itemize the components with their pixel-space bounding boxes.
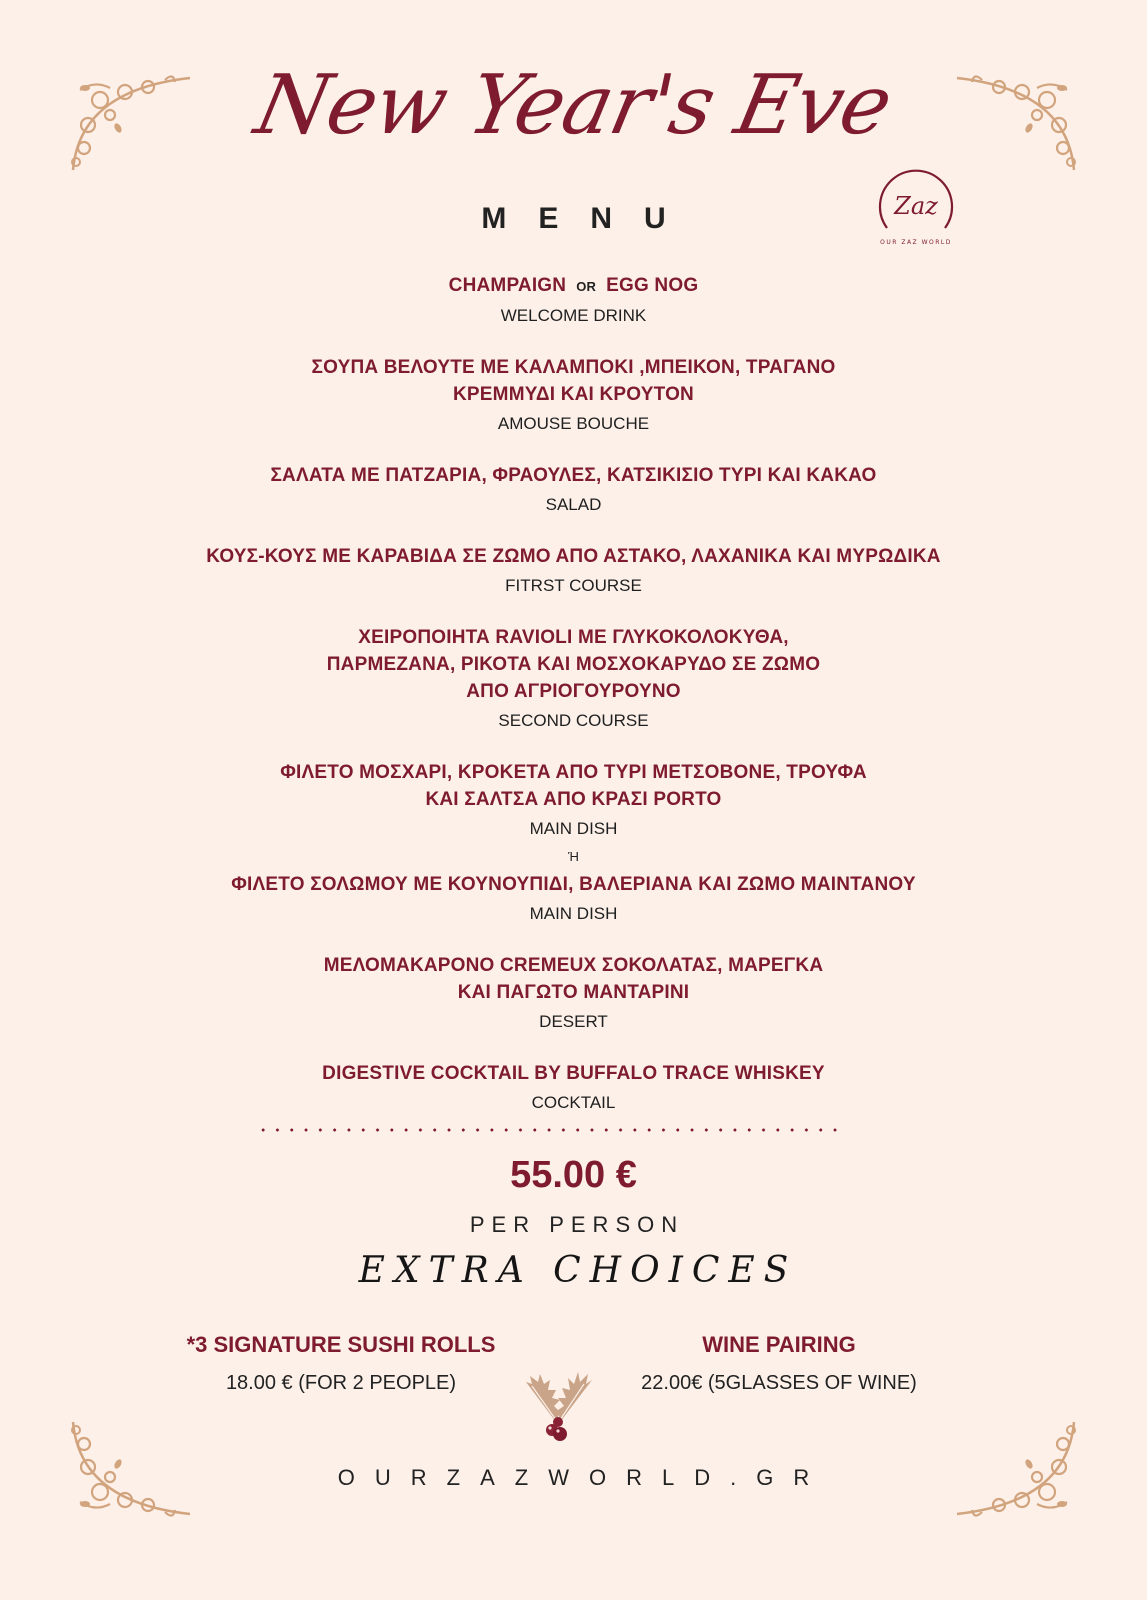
- dish-name-line: ΠΑΡΜΕΖΑΝΑ, ΡΙΚΟΤΑ ΚΑΙ ΜΟΣΧΟΚΑΡΥΔΟ ΣΕ ΖΩΜΟ: [326, 654, 821, 675]
- dish-name-line: ΚΟΥΣ-ΚΟΥΣ ΜΕ ΚΑΡΑΒΙΔΑ ΣΕ ΖΩΜΟ ΑΠΟ ΑΣΤΑΚΟ, ΛΑΧΑΝΙΚΑ ΚΑΙ ΜΥΡΩΔΙΚΑ: [206, 546, 941, 567]
- course-label: SECOND COURSE: [498, 711, 649, 730]
- per-person-label: PER PERSON: [469, 1212, 685, 1237]
- dish-name-line: ΣΑΛΑΤΑ ΜΕ ΠΑΤΖΑΡΙΑ, ΦΡΑΟΥΛΕΣ, ΚΑΤΣΙΚΙΣΙΟ ΤΥΡΙ ΚΑΙ ΚΑΚΑΟ: [270, 465, 877, 486]
- logo-monogram: Zaz: [894, 192, 938, 220]
- course-label: AMOUSE BOUCHE: [497, 414, 650, 433]
- course-main: [100, 759, 1047, 928]
- extra-price: 22.00€ (5GLASSES OF WINE): [641, 1372, 917, 1394]
- extra-name: WINE PAIRING: [702, 1332, 856, 1357]
- course-amouse-bouche: [100, 354, 1047, 438]
- logo-ring-text: OUR ZAZ WORLD: [880, 239, 952, 246]
- course-label: MAIN DISH: [529, 819, 618, 838]
- dish-or-separator: OR: [576, 279, 597, 294]
- main-dish-or-separator: Ή: [568, 849, 579, 864]
- course-desert: [100, 952, 1047, 1036]
- dish-name-line: ΚΑΙ ΣΑΛΤΣΑ ΑΠΟ ΚΡΑΣΙ PORTO: [425, 789, 722, 810]
- holly-berries-icon: [508, 1364, 608, 1444]
- extra-wine-pairing: [620, 1330, 938, 1398]
- course-label: MAIN DISH: [529, 904, 618, 923]
- course-first: [100, 543, 1047, 600]
- dish-name-line: ΦΙΛΕΤΟ ΜΟΣΧΑΡΙ, ΚΡΟΚΕΤΑ ΑΠΟ ΤΥΡΙ ΜΕΤΣΟΒΟΝΕ, ΤΡΟΥΦΑ: [280, 762, 867, 783]
- dish-name-line: ΣΟΥΠΑ ΒΕΛΟΥΤΕ ΜΕ ΚΑΛΑΜΠΟΚΙ ,ΜΠΕΙΚΟΝ, ΤΡΑΓΑΝΟ: [311, 357, 836, 378]
- course-salad: [100, 462, 1047, 519]
- dish-name-line: DIGESTIVE COCKTAIL BY BUFFALO TRACE WHISKEY: [322, 1063, 825, 1084]
- page-title: New Year's Eve: [247, 58, 900, 153]
- course-second: [100, 624, 1047, 735]
- alt-dish-name-line: ΦΙΛΕΤΟ ΣΟΛΩΜΟΥ ΜΕ ΚΟΥΝΟΥΠΙΔΙ, ΒΑΛΕΡΙΑΝΑ ΚΑΙ ΖΩΜΟ ΜΑΙΝΤΑΝΟΥ: [231, 874, 916, 895]
- course-list: [100, 272, 1047, 1141]
- course-label: FITRST COURSE: [505, 576, 642, 595]
- extra-choices-heading: EXTRA CHOICES: [358, 1250, 798, 1291]
- extra-sushi-rolls: [160, 1330, 522, 1398]
- dish-name-line: ΚΑΙ ΠΑΓΩΤΟ ΜΑΝΤΑΡΙΝΙ: [457, 982, 690, 1003]
- zaz-logo-icon: [873, 164, 959, 250]
- extra-price: 18.00 € (FOR 2 PEOPLE): [225, 1372, 457, 1394]
- course-label: WELCOME DRINK: [500, 306, 647, 325]
- dish-option-champaign: CHAMPAIGN: [448, 275, 567, 296]
- course-welcome-drink: [100, 272, 1047, 330]
- menu-heading: MENU: [481, 202, 698, 235]
- website-link[interactable]: OURZAZWORLD.GR: [337, 1465, 830, 1490]
- dish-name-line: ΑΠΟ ΑΓΡΙΟΓΟΥΡΟΥΝΟ: [466, 681, 681, 702]
- extra-name: *3 SIGNATURE SUSHI ROLLS: [186, 1332, 496, 1357]
- dish-name: [100, 272, 1047, 300]
- course-label: DESERT: [539, 1012, 608, 1031]
- course-label: SALAD: [545, 495, 602, 514]
- dish-name-line: ΚΡΕΜΜΥΔΙ ΚΑΙ ΚΡΟΥΤΟΝ: [453, 384, 694, 405]
- dish-name-line: ΜΕΛΟΜΑΚΑΡΟΝΟ CREMEUX ΣΟΚΟΛΑΤΑΣ, ΜΑΡΕΓΚΑ: [323, 955, 824, 976]
- dotted-divider: [256, 1128, 842, 1132]
- dish-name-line: ΧΕΙΡΟΠΟΙΗΤΑ RAVIOLI ΜΕ ΓΛΥΚΟΚΟΛΟΚΥΘΑ,: [358, 627, 789, 648]
- course-label: COCKTAIL: [531, 1093, 616, 1112]
- menu-price: 55.00 €: [510, 1154, 637, 1196]
- course-cocktail: [100, 1060, 1047, 1117]
- dish-option-egg-nog: EGG NOG: [606, 275, 699, 296]
